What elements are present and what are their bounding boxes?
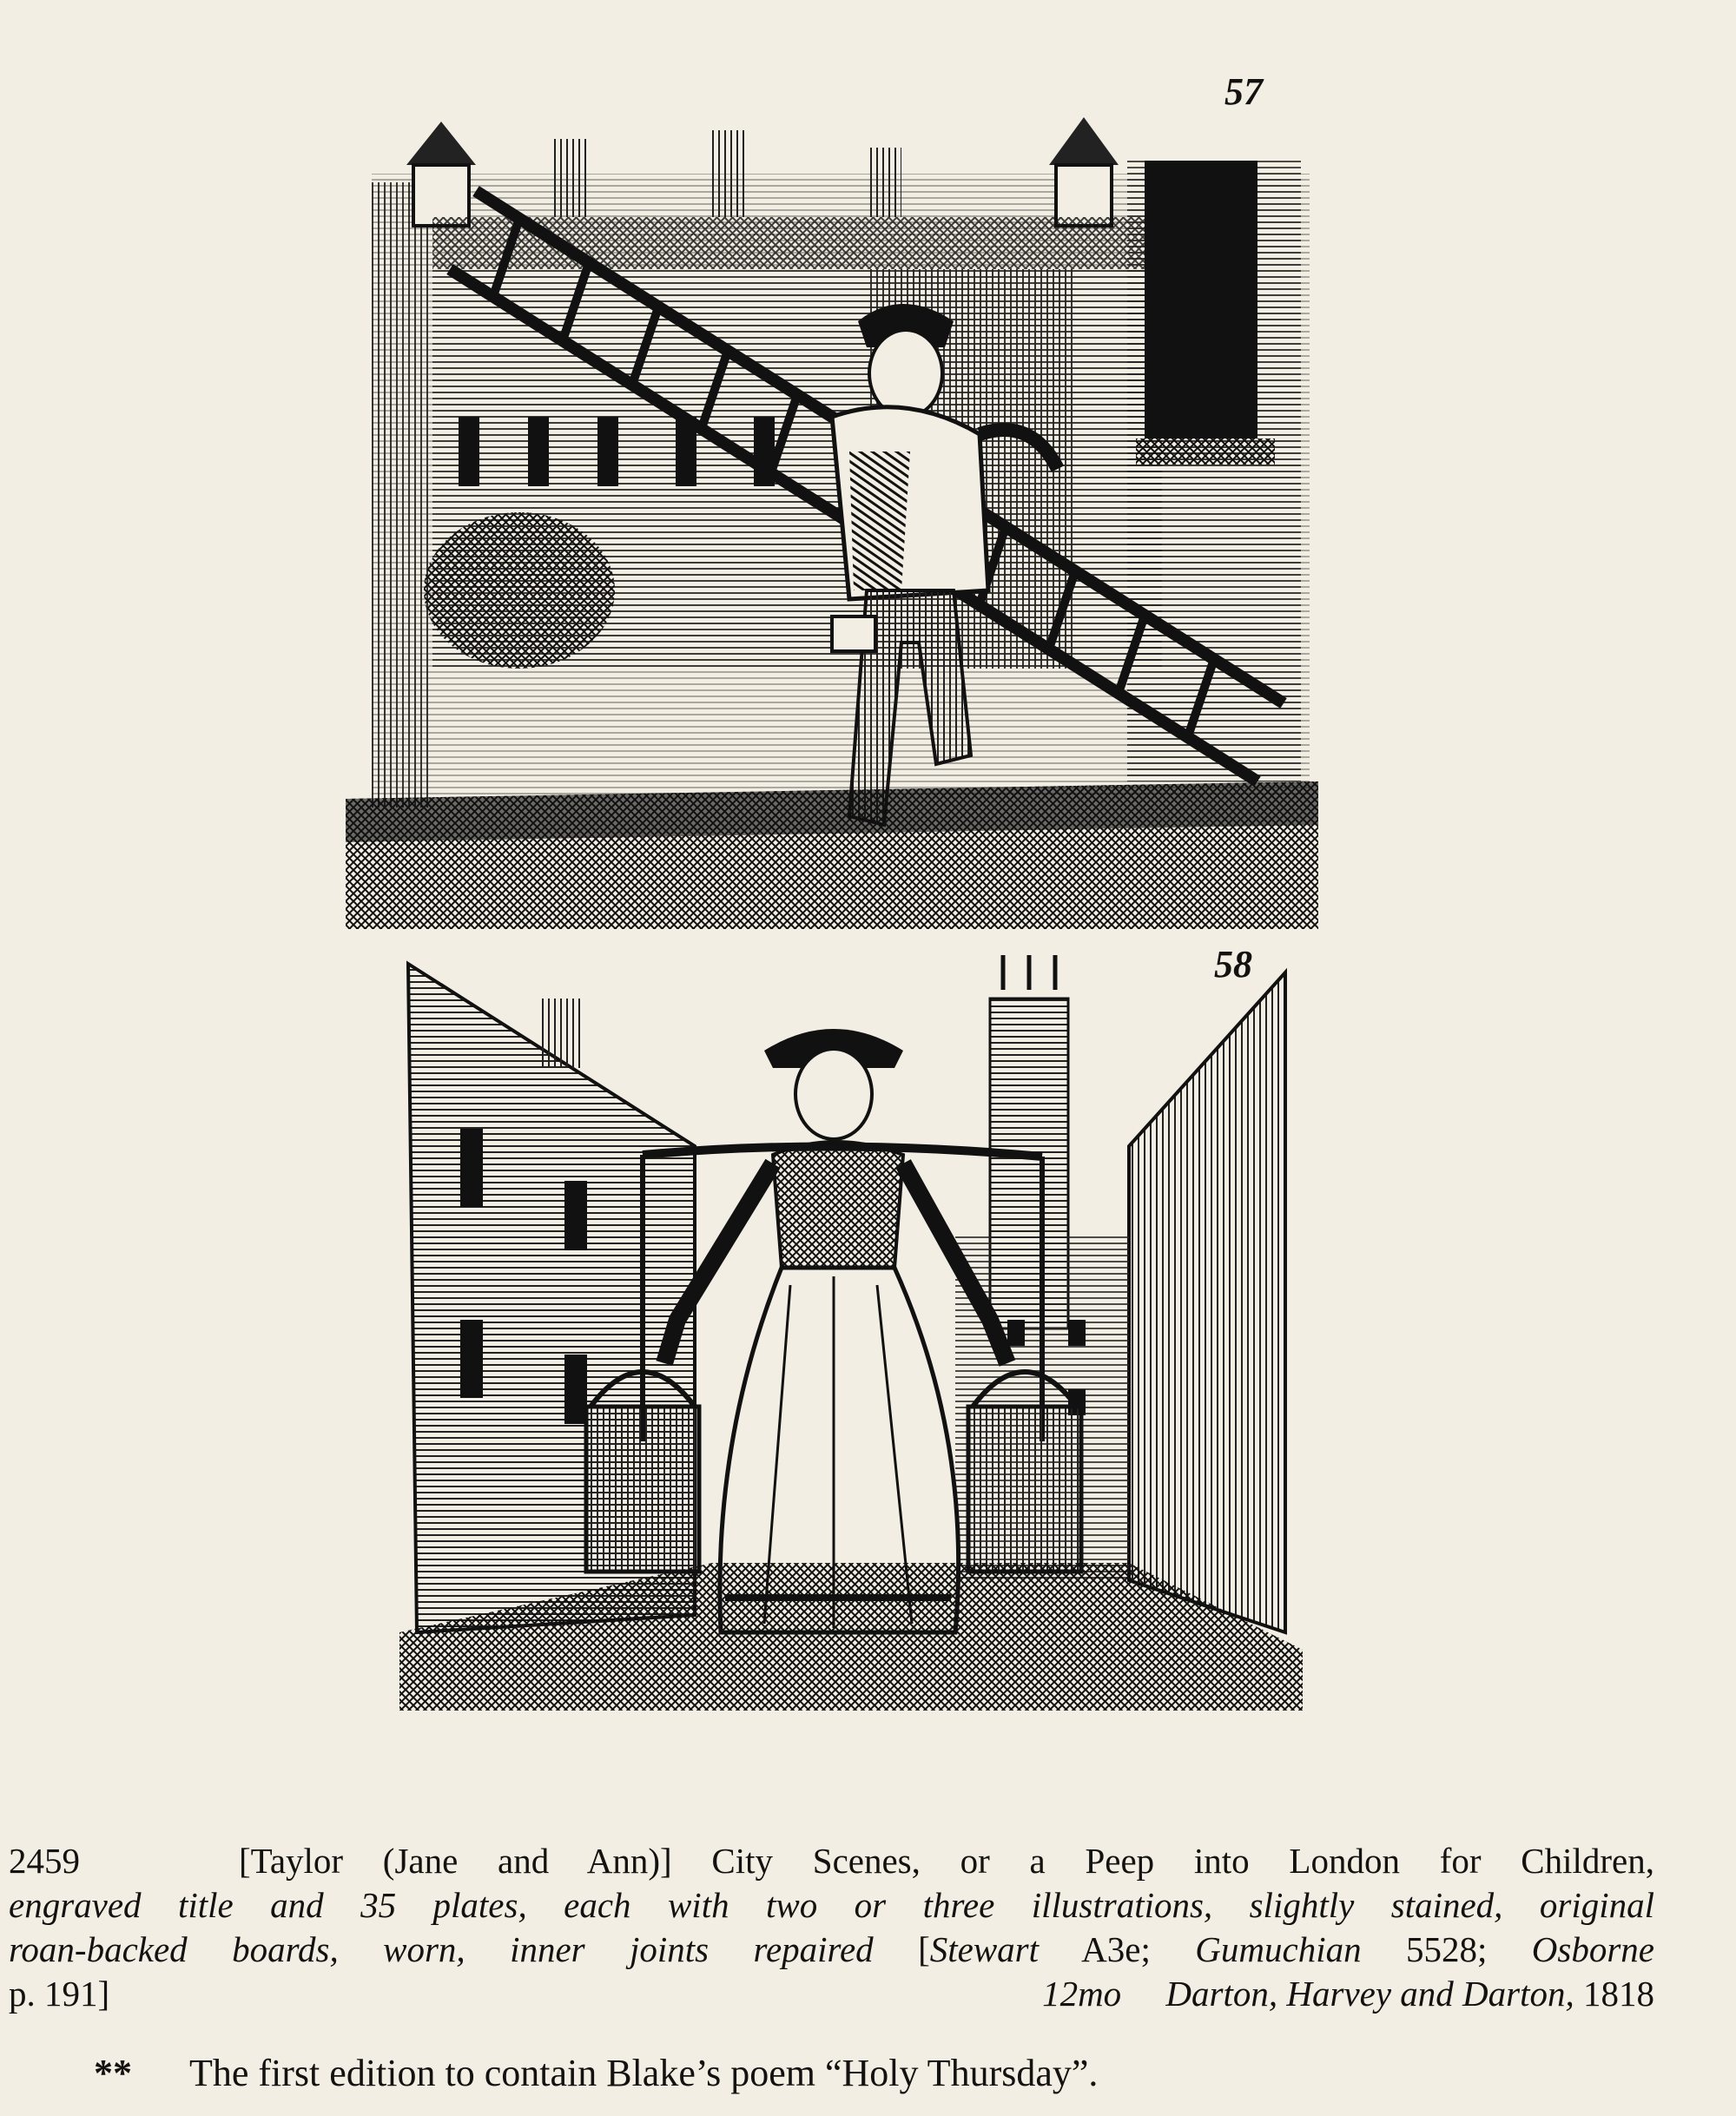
entry-format: 12mo bbox=[1042, 1974, 1122, 2014]
note-marker: ** bbox=[94, 2052, 132, 2094]
plate-ladder-carrier bbox=[346, 104, 1318, 929]
entry-imprint-line bbox=[9, 1972, 1654, 2016]
catalogue-entry-2459 bbox=[9, 1839, 1654, 2016]
page-number-top: 57 bbox=[1224, 70, 1263, 113]
ref-stewart: Stewart bbox=[929, 1929, 1040, 1969]
ref-osborne-page: p. 191] bbox=[9, 1974, 110, 2014]
page-number-bottom: 58 bbox=[1214, 943, 1252, 985]
entry-description-line-2 bbox=[9, 1928, 1654, 1972]
entry-note bbox=[94, 2049, 1098, 2098]
ref-gumuchian-num: 5528; bbox=[1361, 1929, 1532, 1969]
entry-number: 2459 bbox=[9, 1841, 80, 1881]
milk-carrier-engraving bbox=[382, 955, 1320, 1737]
ref-bracket-open: [ bbox=[873, 1929, 930, 1969]
ref-stewart-code: A3e; bbox=[1039, 1929, 1196, 1969]
entry-publisher: Darton, Harvey and Darton, bbox=[1165, 1974, 1574, 2014]
entry-title: [Taylor (Jane and Ann)] City Scenes, or a Peep into London for Children, bbox=[238, 1841, 1655, 1881]
entry-title-line bbox=[9, 1839, 1654, 1883]
ref-osborne: Osborne bbox=[1531, 1929, 1654, 1969]
plate-milk-carrier bbox=[382, 955, 1320, 1737]
entry-year: 1818 bbox=[1574, 1974, 1654, 2014]
note-text: The first edition to contain Blake’s poem “Holy Thursday”. bbox=[189, 2052, 1099, 2094]
ref-gumuchian: Gumuchian bbox=[1195, 1929, 1362, 1969]
entry-description-cont: roan-backed boards, worn, inner joints repaired bbox=[9, 1929, 874, 1969]
ladder-carrier-engraving bbox=[346, 104, 1318, 929]
entry-description-line-1: engraved title and 35 plates, each with two or three illustrations, slightly stained, original bbox=[9, 1885, 1654, 1925]
